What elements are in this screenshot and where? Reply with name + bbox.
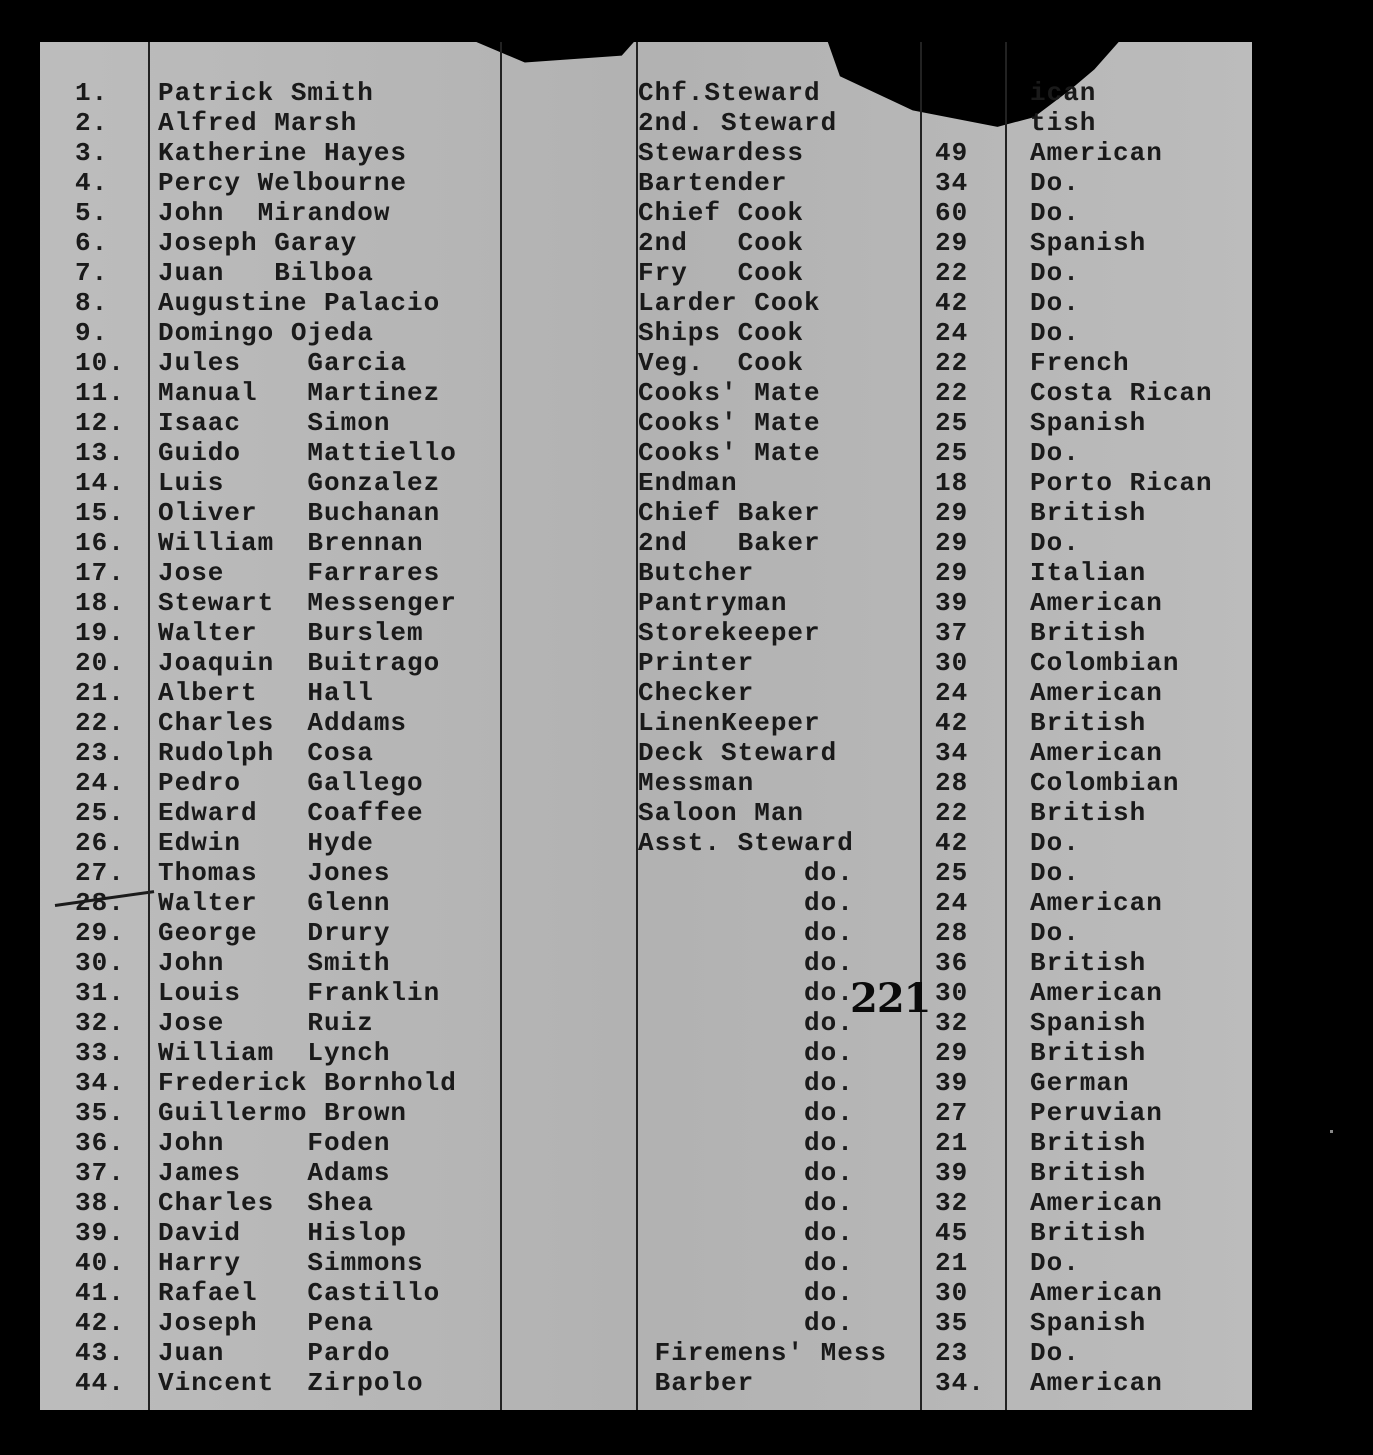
crew-nationality: tish bbox=[1030, 108, 1097, 138]
crew-row bbox=[0, 468, 1373, 498]
crew-nationality: Do. bbox=[1030, 198, 1080, 228]
crew-row bbox=[0, 1008, 1373, 1038]
crew-number: 38. bbox=[75, 1188, 125, 1218]
crew-name: John Foden bbox=[158, 1128, 391, 1158]
crew-occupation: Bartender bbox=[638, 168, 788, 198]
crew-age: 45 bbox=[935, 1218, 969, 1248]
crew-occupation: Fry Cook bbox=[638, 258, 805, 288]
crew-row bbox=[0, 618, 1373, 648]
crew-number: 30. bbox=[75, 948, 125, 978]
crew-age: 30 bbox=[935, 648, 969, 678]
crew-number: 7. bbox=[75, 258, 109, 288]
crew-occupation: Pantryman bbox=[638, 588, 788, 618]
crew-row bbox=[0, 558, 1373, 588]
crew-name: David Hislop bbox=[158, 1218, 408, 1248]
crew-nationality: American bbox=[1030, 1368, 1163, 1398]
crew-age: 22 bbox=[935, 798, 969, 828]
crew-occupation: Printer bbox=[638, 648, 755, 678]
crew-number: 14. bbox=[75, 468, 125, 498]
crew-row bbox=[0, 1218, 1373, 1248]
crew-name: Joseph Pena bbox=[158, 1308, 374, 1338]
crew-name: James Adams bbox=[158, 1158, 391, 1188]
crew-nationality: Do. bbox=[1030, 1338, 1080, 1368]
crew-name: George Drury bbox=[158, 918, 391, 948]
crew-nationality: British bbox=[1030, 1218, 1147, 1248]
crew-nationality: American bbox=[1030, 138, 1163, 168]
crew-age: 18 bbox=[935, 468, 969, 498]
crew-occupation: do. bbox=[638, 1098, 854, 1128]
crew-name: Rafael Castillo bbox=[158, 1278, 441, 1308]
crew-number: 26. bbox=[75, 828, 125, 858]
crew-nationality: Do. bbox=[1030, 258, 1080, 288]
crew-occupation: Firemens' Mess bbox=[638, 1338, 888, 1368]
crew-occupation: Deck Steward bbox=[638, 738, 838, 768]
crew-number: 5. bbox=[75, 198, 109, 228]
crew-name: William Brennan bbox=[158, 528, 424, 558]
crew-occupation: Barber bbox=[638, 1368, 755, 1398]
crew-name: Frederick Bornhold bbox=[158, 1068, 457, 1098]
crew-occupation: LinenKeeper bbox=[638, 708, 821, 738]
crew-age: 30 bbox=[935, 978, 969, 1008]
crew-age: 30 bbox=[935, 1278, 969, 1308]
crew-number: 21. bbox=[75, 678, 125, 708]
crew-nationality: Colombian bbox=[1030, 768, 1180, 798]
crew-occupation: do. bbox=[638, 1218, 854, 1248]
crew-nationality: Do. bbox=[1030, 168, 1080, 198]
crew-number: 28. bbox=[75, 888, 125, 918]
crew-occupation: do. bbox=[638, 1248, 854, 1278]
crew-age: 42 bbox=[935, 288, 969, 318]
crew-nationality: Italian bbox=[1030, 558, 1147, 588]
crew-occupation: Larder Cook bbox=[638, 288, 821, 318]
crew-nationality: British bbox=[1030, 948, 1147, 978]
crew-name: John Smith bbox=[158, 948, 391, 978]
crew-number: 13. bbox=[75, 438, 125, 468]
crew-row bbox=[0, 1158, 1373, 1188]
crew-list bbox=[0, 78, 1373, 1398]
crew-name: Edwin Hyde bbox=[158, 828, 374, 858]
crew-name: Vincent Zirpolo bbox=[158, 1368, 424, 1398]
crew-occupation: 2nd Cook bbox=[638, 228, 805, 258]
dust-speck bbox=[1330, 1130, 1333, 1133]
crew-nationality: British bbox=[1030, 618, 1147, 648]
crew-nationality: Peruvian bbox=[1030, 1098, 1163, 1128]
crew-nationality: British bbox=[1030, 498, 1147, 528]
crew-name: Katherine Hayes bbox=[158, 138, 408, 168]
crew-occupation: Butcher bbox=[638, 558, 755, 588]
crew-number: 8. bbox=[75, 288, 109, 318]
crew-age: 29 bbox=[935, 528, 969, 558]
crew-name: William Lynch bbox=[158, 1038, 391, 1068]
crew-nationality: British bbox=[1030, 1158, 1147, 1188]
crew-name: Pedro Gallego bbox=[158, 768, 424, 798]
crew-name: Joaquin Buitrago bbox=[158, 648, 441, 678]
crew-row bbox=[0, 858, 1373, 888]
crew-number: 15. bbox=[75, 498, 125, 528]
crew-number: 33. bbox=[75, 1038, 125, 1068]
crew-age: 60 bbox=[935, 198, 969, 228]
crew-number: 34. bbox=[75, 1068, 125, 1098]
crew-occupation: 2nd. Steward bbox=[638, 108, 838, 138]
crew-nationality: Do. bbox=[1030, 918, 1080, 948]
crew-number: 6. bbox=[75, 228, 109, 258]
crew-row bbox=[0, 678, 1373, 708]
crew-occupation: do. bbox=[638, 1188, 854, 1218]
crew-row bbox=[0, 258, 1373, 288]
crew-name: Stewart Messenger bbox=[158, 588, 457, 618]
crew-row bbox=[0, 1128, 1373, 1158]
crew-row bbox=[0, 288, 1373, 318]
crew-name: Juan Bilboa bbox=[158, 258, 374, 288]
crew-age: 49 bbox=[935, 138, 969, 168]
crew-age: 24 bbox=[935, 678, 969, 708]
crew-age: 29 bbox=[935, 498, 969, 528]
crew-age: 22 bbox=[935, 258, 969, 288]
crew-occupation: do. bbox=[638, 888, 854, 918]
crew-number: 11. bbox=[75, 378, 125, 408]
crew-row bbox=[0, 438, 1373, 468]
crew-name: Walter Glenn bbox=[158, 888, 391, 918]
crew-nationality: Spanish bbox=[1030, 1308, 1147, 1338]
crew-row bbox=[0, 768, 1373, 798]
crew-age: 24 bbox=[935, 888, 969, 918]
crew-number: 24. bbox=[75, 768, 125, 798]
crew-row bbox=[0, 1248, 1373, 1278]
crew-number: 36. bbox=[75, 1128, 125, 1158]
crew-number: 41. bbox=[75, 1278, 125, 1308]
crew-name: Albert Hall bbox=[158, 678, 374, 708]
crew-age: 25 bbox=[935, 438, 969, 468]
crew-nationality: Do. bbox=[1030, 858, 1080, 888]
crew-row bbox=[0, 378, 1373, 408]
crew-name: Louis Franklin bbox=[158, 978, 441, 1008]
crew-age: 42 bbox=[935, 828, 969, 858]
crew-number: 10. bbox=[75, 348, 125, 378]
crew-number: 39. bbox=[75, 1218, 125, 1248]
crew-occupation: do. bbox=[638, 978, 854, 1008]
crew-row bbox=[0, 318, 1373, 348]
crew-number: 19. bbox=[75, 618, 125, 648]
crew-number: 17. bbox=[75, 558, 125, 588]
crew-occupation: Messman bbox=[638, 768, 755, 798]
crew-number: 27. bbox=[75, 858, 125, 888]
crew-occupation: Endman bbox=[638, 468, 738, 498]
crew-age: 35 bbox=[935, 1308, 969, 1338]
crew-occupation: do. bbox=[638, 1038, 854, 1068]
crew-age: 24 bbox=[935, 318, 969, 348]
crew-occupation: do. bbox=[638, 1008, 854, 1038]
crew-name: Walter Burslem bbox=[158, 618, 424, 648]
crew-occupation: do. bbox=[638, 1158, 854, 1188]
crew-age: 39 bbox=[935, 1068, 969, 1098]
crew-row bbox=[0, 588, 1373, 618]
crew-row bbox=[0, 1368, 1373, 1398]
crew-age: 42 bbox=[935, 708, 969, 738]
crew-number: 20. bbox=[75, 648, 125, 678]
crew-row bbox=[0, 138, 1373, 168]
crew-age: 23 bbox=[935, 1338, 969, 1368]
crew-row bbox=[0, 168, 1373, 198]
page-number-stamp: 221 bbox=[850, 975, 931, 1022]
crew-nationality: Spanish bbox=[1030, 408, 1147, 438]
crew-row bbox=[0, 1098, 1373, 1128]
crew-row bbox=[0, 708, 1373, 738]
crew-number: 35. bbox=[75, 1098, 125, 1128]
crew-row bbox=[0, 1068, 1373, 1098]
crew-number: 9. bbox=[75, 318, 109, 348]
crew-occupation: do. bbox=[638, 918, 854, 948]
crew-age: 21 bbox=[935, 1248, 969, 1278]
crew-row bbox=[0, 888, 1373, 918]
crew-name: Rudolph Cosa bbox=[158, 738, 374, 768]
crew-nationality: British bbox=[1030, 708, 1147, 738]
crew-age: 27 bbox=[935, 1098, 969, 1128]
crew-number: 4. bbox=[75, 168, 109, 198]
crew-age: 28 bbox=[935, 768, 969, 798]
crew-name: Joseph Garay bbox=[158, 228, 358, 258]
crew-number: 16. bbox=[75, 528, 125, 558]
crew-name: Guido Mattiello bbox=[158, 438, 457, 468]
crew-occupation: Cooks' Mate bbox=[638, 408, 821, 438]
crew-age: 34. bbox=[935, 1368, 985, 1398]
crew-number: 44. bbox=[75, 1368, 125, 1398]
crew-number: 42. bbox=[75, 1308, 125, 1338]
crew-occupation: do. bbox=[638, 948, 854, 978]
crew-number: 43. bbox=[75, 1338, 125, 1368]
crew-age: 25 bbox=[935, 858, 969, 888]
crew-name: Jules Garcia bbox=[158, 348, 408, 378]
crew-age: 37 bbox=[935, 618, 969, 648]
crew-occupation: Stewardess bbox=[638, 138, 805, 168]
crew-age: 34 bbox=[935, 168, 969, 198]
crew-nationality: Spanish bbox=[1030, 1008, 1147, 1038]
crew-occupation: Cooks' Mate bbox=[638, 378, 821, 408]
crew-row bbox=[0, 78, 1373, 108]
crew-name: Charles Addams bbox=[158, 708, 408, 738]
crew-nationality: Spanish bbox=[1030, 228, 1147, 258]
crew-row bbox=[0, 348, 1373, 378]
crew-row bbox=[0, 228, 1373, 258]
crew-age: 22 bbox=[935, 348, 969, 378]
crew-age: 29 bbox=[935, 1038, 969, 1068]
crew-row bbox=[0, 1278, 1373, 1308]
crew-occupation: Cooks' Mate bbox=[638, 438, 821, 468]
crew-name: John Mirandow bbox=[158, 198, 391, 228]
crew-age: 21 bbox=[935, 1128, 969, 1158]
crew-number: 37. bbox=[75, 1158, 125, 1188]
crew-name: Alfred Marsh bbox=[158, 108, 358, 138]
crew-occupation: Chief Cook bbox=[638, 198, 805, 228]
crew-nationality: British bbox=[1030, 798, 1147, 828]
crew-number: 12. bbox=[75, 408, 125, 438]
crew-row bbox=[0, 1188, 1373, 1218]
crew-age: 32 bbox=[935, 1008, 969, 1038]
crew-occupation: Checker bbox=[638, 678, 755, 708]
crew-row bbox=[0, 108, 1373, 138]
crew-row bbox=[0, 798, 1373, 828]
crew-row bbox=[0, 498, 1373, 528]
crew-nationality: American bbox=[1030, 1278, 1163, 1308]
crew-name: Thomas Jones bbox=[158, 858, 391, 888]
crew-age: 36 bbox=[935, 948, 969, 978]
crew-number: 3. bbox=[75, 138, 109, 168]
crew-nationality: Do. bbox=[1030, 318, 1080, 348]
crew-nationality: Do. bbox=[1030, 528, 1080, 558]
crew-occupation: Asst. Steward bbox=[638, 828, 854, 858]
crew-row bbox=[0, 408, 1373, 438]
crew-age: 34 bbox=[935, 738, 969, 768]
crew-number: 22. bbox=[75, 708, 125, 738]
crew-name: Isaac Simon bbox=[158, 408, 391, 438]
crew-nationality: Porto Rican bbox=[1030, 468, 1213, 498]
crew-number: 29. bbox=[75, 918, 125, 948]
crew-name: Manual Martinez bbox=[158, 378, 441, 408]
crew-occupation: do. bbox=[638, 858, 854, 888]
crew-nationality: Costa Rican bbox=[1030, 378, 1213, 408]
crew-row bbox=[0, 1308, 1373, 1338]
crew-age: 32 bbox=[935, 1188, 969, 1218]
crew-nationality: American bbox=[1030, 738, 1163, 768]
crew-number: 32. bbox=[75, 1008, 125, 1038]
crew-name: Patrick Smith bbox=[158, 78, 374, 108]
crew-name: Domingo Ojeda bbox=[158, 318, 374, 348]
crew-name: Harry Simmons bbox=[158, 1248, 424, 1278]
crew-name: Edward Coaffee bbox=[158, 798, 424, 828]
crew-occupation: do. bbox=[638, 1068, 854, 1098]
crew-nationality: American bbox=[1030, 588, 1163, 618]
crew-number: 1. bbox=[75, 78, 109, 108]
crew-number: 40. bbox=[75, 1248, 125, 1278]
crew-nationality: ican bbox=[1030, 78, 1097, 108]
crew-nationality: French bbox=[1030, 348, 1130, 378]
crew-number: 25. bbox=[75, 798, 125, 828]
crew-nationality: American bbox=[1030, 888, 1163, 918]
crew-age: 25 bbox=[935, 408, 969, 438]
crew-row bbox=[0, 978, 1373, 1008]
crew-row bbox=[0, 1338, 1373, 1368]
crew-occupation: Chf.Steward bbox=[638, 78, 821, 108]
crew-row bbox=[0, 828, 1373, 858]
crew-nationality: German bbox=[1030, 1068, 1130, 1098]
crew-row bbox=[0, 198, 1373, 228]
crew-occupation: do. bbox=[638, 1278, 854, 1308]
crew-occupation: Storekeeper bbox=[638, 618, 821, 648]
crew-row bbox=[0, 948, 1373, 978]
crew-occupation: Ships Cook bbox=[638, 318, 805, 348]
crew-row bbox=[0, 648, 1373, 678]
crew-number: 31. bbox=[75, 978, 125, 1008]
crew-name: Jose Farrares bbox=[158, 558, 441, 588]
crew-occupation: do. bbox=[638, 1128, 854, 1158]
crew-nationality: American bbox=[1030, 1188, 1163, 1218]
crew-nationality: Do. bbox=[1030, 828, 1080, 858]
crew-occupation: 2nd Baker bbox=[638, 528, 821, 558]
crew-nationality: American bbox=[1030, 678, 1163, 708]
crew-name: Percy Welbourne bbox=[158, 168, 408, 198]
crew-occupation: Veg. Cook bbox=[638, 348, 805, 378]
crew-nationality: Do. bbox=[1030, 438, 1080, 468]
crew-name: Augustine Palacio bbox=[158, 288, 441, 318]
crew-row bbox=[0, 528, 1373, 558]
crew-row bbox=[0, 738, 1373, 768]
crew-number: 18. bbox=[75, 588, 125, 618]
crew-nationality: Do. bbox=[1030, 1248, 1080, 1278]
crew-occupation: Saloon Man bbox=[638, 798, 805, 828]
crew-row bbox=[0, 918, 1373, 948]
crew-name: Jose Ruiz bbox=[158, 1008, 374, 1038]
crew-age: 29 bbox=[935, 558, 969, 588]
crew-occupation: do. bbox=[638, 1308, 854, 1338]
crew-name: Juan Pardo bbox=[158, 1338, 391, 1368]
crew-nationality: British bbox=[1030, 1038, 1147, 1068]
crew-age: 28 bbox=[935, 918, 969, 948]
crew-occupation: Chief Baker bbox=[638, 498, 821, 528]
crew-row bbox=[0, 1038, 1373, 1068]
crew-nationality: Do. bbox=[1030, 288, 1080, 318]
crew-age: 22 bbox=[935, 378, 969, 408]
crew-nationality: Colombian bbox=[1030, 648, 1180, 678]
crew-nationality: American bbox=[1030, 978, 1163, 1008]
crew-number: 2. bbox=[75, 108, 109, 138]
crew-name: Oliver Buchanan bbox=[158, 498, 441, 528]
crew-age: 39 bbox=[935, 588, 969, 618]
crew-age: 29 bbox=[935, 228, 969, 258]
crew-age: 39 bbox=[935, 1158, 969, 1188]
crew-nationality: British bbox=[1030, 1128, 1147, 1158]
crew-name: Guillermo Brown bbox=[158, 1098, 408, 1128]
crew-name: Charles Shea bbox=[158, 1188, 374, 1218]
crew-name: Luis Gonzalez bbox=[158, 468, 441, 498]
crew-number: 23. bbox=[75, 738, 125, 768]
